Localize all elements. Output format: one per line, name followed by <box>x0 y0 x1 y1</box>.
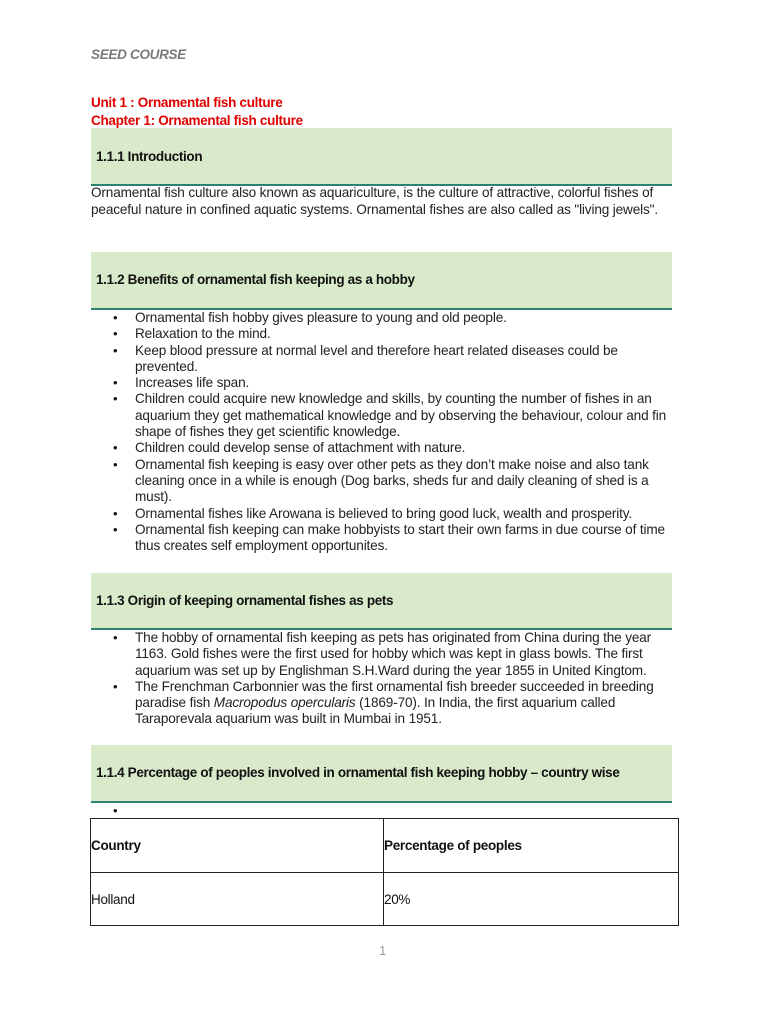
page-number: 1 <box>379 943 387 958</box>
list-item: • Relaxation to the mind. <box>91 326 676 342</box>
list-item: • Ornamental fish keeping can make hobbyists to start their own farms in due course of time thus creates self employment opportunites. <box>91 522 676 555</box>
list-item: • The hobby of ornamental fish keeping as pets has originated from China during the year 1163. Gold fishes were the first used for hobby which was kept in glass bowls. The first aquarium was set up by Englishman S.H.Ward during the year 1855 in United Kingtom. <box>91 630 676 679</box>
section-title: 1.1.1 Introduction <box>96 149 203 164</box>
table-row <box>91 873 679 926</box>
table-header-row <box>91 819 679 873</box>
list-item: • Children could acquire new knowledge and skills, by counting the number of fishes in an aquarium they get mathematical knowledge and by observing the behaviour, colour and fin shape of fishes they get scientific knowledge. <box>91 391 676 440</box>
section-title: 1.1.2 Benefits of ornamental fish keeping as a hobby <box>96 272 415 287</box>
course-header: SEED COURSE <box>91 47 186 62</box>
section-heading-origin <box>91 573 672 630</box>
origin-list <box>91 630 676 728</box>
table-header-cell: Percentage of peoples <box>384 819 679 873</box>
list-item-text: (1869-70). In India, the first aquarium called Taraporevala aquarium was built in Mumbai in 1951. <box>135 695 616 727</box>
section-heading-percentage <box>91 745 672 803</box>
unit-title: Unit 1 : Ornamental fish culture <box>91 95 283 110</box>
benefits-list <box>91 310 676 554</box>
list-item: • Increases life span. <box>91 375 676 391</box>
list-item: • Ornamental fish hobby gives pleasure to young and old people. <box>91 310 676 326</box>
chapter-title: Chapter 1: Ornamental fish culture <box>91 113 303 128</box>
species-name: Macropodus opercularis <box>213 695 356 711</box>
country-percentage-table <box>90 818 679 926</box>
table-cell: 20% <box>384 873 679 926</box>
section-heading-introduction <box>91 128 672 186</box>
section-title: 1.1.3 Origin of keeping ornamental fishes as pets <box>96 593 394 608</box>
section-title: 1.1.4 Percentage of peoples involved in ornamental fish keeping hobby – country wise <box>96 765 620 780</box>
list-item: • Ornamental fishes like Arowana is believed to bring good luck, wealth and prosperity. <box>91 506 676 522</box>
empty-bullet: • <box>113 803 118 818</box>
list-item: • Keep blood pressure at normal level and therefore heart related diseases could be prevented. <box>91 343 676 376</box>
list-item: • Children could develop sense of attachment with nature. <box>91 440 676 456</box>
list-item: • Ornamental fish keeping is easy over other pets as they don’t make noise and also tank cleaning once in a while is enough (Dog barks, sheds fur and daily cleaning of shed is a must). <box>91 457 676 506</box>
table-header-cell: Country <box>91 819 384 873</box>
section-heading-benefits <box>91 252 672 310</box>
list-item-text: The Frenchman Carbonnier was the first ornamental fish breeder succeeded in breeding paradise fish <box>135 678 654 711</box>
introduction-paragraph: Ornamental fish culture also known as aquariculture, is the culture of attractive, colorful fishes of peaceful nature in confined aquatic systems. Ornamental fishes are also called as "living jewels". <box>91 185 658 217</box>
list-item <box>91 679 676 728</box>
table-cell: Holland <box>91 873 384 926</box>
